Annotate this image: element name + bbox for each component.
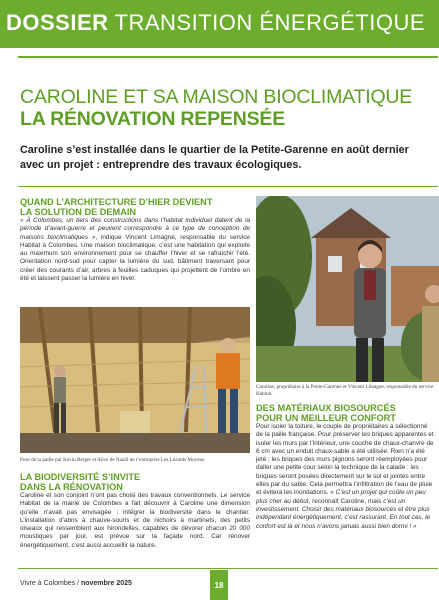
- footer-rule: [18, 568, 438, 569]
- photo-caroline-and-vincent: [256, 196, 439, 382]
- section1-body: [20, 217, 250, 283]
- section1-text: , indique Vincent Limagne, responsable du service Habitat à Colombes. Une maison bioclimatique, c’est une habitation qui exploite au maximum son environnement pour se chauffer l’hiver et se rafraîchir l’été. Orientation nord-sud pour capter la lumière du sud, bâtiment traversant pour créer des courants d’air, arbres à feuilles caduques qui projettent de l’ombre en été et laissent passer la lumière en hiver.: [20, 233, 250, 283]
- photo1-caption: Pose de la paille par Kevin Berger et Alice de Nazili de l’entreprise Les Lézards Moyens.: [20, 457, 206, 463]
- section3-body: [256, 423, 436, 531]
- footer-magazine-name: Vivre à Colombes /: [20, 580, 81, 587]
- header-band: [0, 0, 439, 48]
- section3-heading-line2: POUR UN MEILLEUR CONFORT: [256, 413, 396, 423]
- section3-quote2: mais c’est un investissement. Choisir des matériaux biosourcés et être plus indépendant énergétiquement, c’est rassurant. En tout cas, le confort est là et nous n’avons jamais aussi bien dormi ! »: [256, 497, 431, 530]
- header-dossier: DOSSIER: [6, 10, 109, 35]
- section3-heading: [256, 403, 436, 423]
- article-title-line1: CAROLINE ET SA MAISON BIOCLIMATIQUE: [20, 86, 413, 108]
- header-theme: TRANSITION ÉNERGÉTIQUE: [114, 10, 426, 35]
- footer-magazine: [20, 580, 132, 587]
- section3-text2: , reconnaît Caroline,: [308, 497, 368, 505]
- section2-body: Caroline et son conjoint n’ont pas choisi des travaux conventionnels. Le service Habitat de la mairie de Colombes a fait découvrir à Caroline une dimension qu’elle n’avait pas envisagée : intégrer la biodiversité dans le chantier. L’installation d’abris à chauve-souris et de nichoirs à martinets, des petits oiseaux qui ressemblent aux hirondelles, capables de dévorer chacun 20 000 moustiques par jour, est prévue sur la façade nord. Car rénover énergétiquement, c’est aussi accueillir la nature.: [20, 492, 250, 549]
- section1-heading-line2: LA SOLUTION DE DEMAIN: [20, 207, 137, 217]
- top-rule: [18, 56, 438, 58]
- photo-straw-insulation-illustration: [20, 307, 250, 453]
- section2-heading: [20, 472, 250, 492]
- section3-heading-line1: DES MATÉRIAUX BIOSOURCÉS: [256, 403, 396, 413]
- page-number: 18: [214, 581, 224, 590]
- article-title-line2: LA RÉNOVATION REPENSÉE: [20, 108, 286, 130]
- footer-issue: novembre 2025: [80, 580, 132, 587]
- photo-straw-insulation: [20, 307, 250, 453]
- section1-quote: « À Colombes, un tiers des constructions dans l’habitat individuel datent de la période d’avant-guerre et peuvent correspondre à ce type de conception de maisons bioclimatiques »: [20, 217, 250, 241]
- section2-heading-line1: LA BIODIVERSITÉ S’INVITE: [20, 472, 141, 482]
- header-title: [6, 10, 425, 36]
- section3-quote: « C’est un projet qui coûte un peu plus cher au début: [256, 489, 426, 505]
- section2-heading-line2: DANS LA RÉNOVATION: [20, 482, 123, 492]
- lead-rule: [18, 186, 438, 187]
- section3-text: Pour isoler la toiture, le couple de propriétaires a sélectionné de la paille française. Pour préserver les briques apparentes et isoler les murs par l’intérieur, une couche de chaux-chanvre de 6 cm avec un enduit chaux-sable a été utilisée. Rien n’a été jeté : les briques des murs pignons seront réemployées pour daller une petite cour selon la technique de la calade : les briques seront posées directement sur le sol et jointes entre elles par du sable. Cela permettra l’infiltration de l’eau de pluie et évitera les inondations.: [256, 423, 434, 497]
- photo2-caption: Caroline, propriétaire à la Petite-Garenne et Vincent Limagne, responsable du service Habitat.: [256, 384, 434, 397]
- photo-caroline-and-vincent-illustration: [256, 196, 439, 382]
- article-lead: Caroline s’est installée dans le quartier de la Petite-Garenne en août dernier avec un projet : entreprendre des travaux écologiques.: [20, 144, 409, 171]
- section1-heading: [20, 197, 250, 217]
- section1-heading-line1: QUAND L’ARCHITECTURE D’HIER DEVIENT: [20, 197, 213, 207]
